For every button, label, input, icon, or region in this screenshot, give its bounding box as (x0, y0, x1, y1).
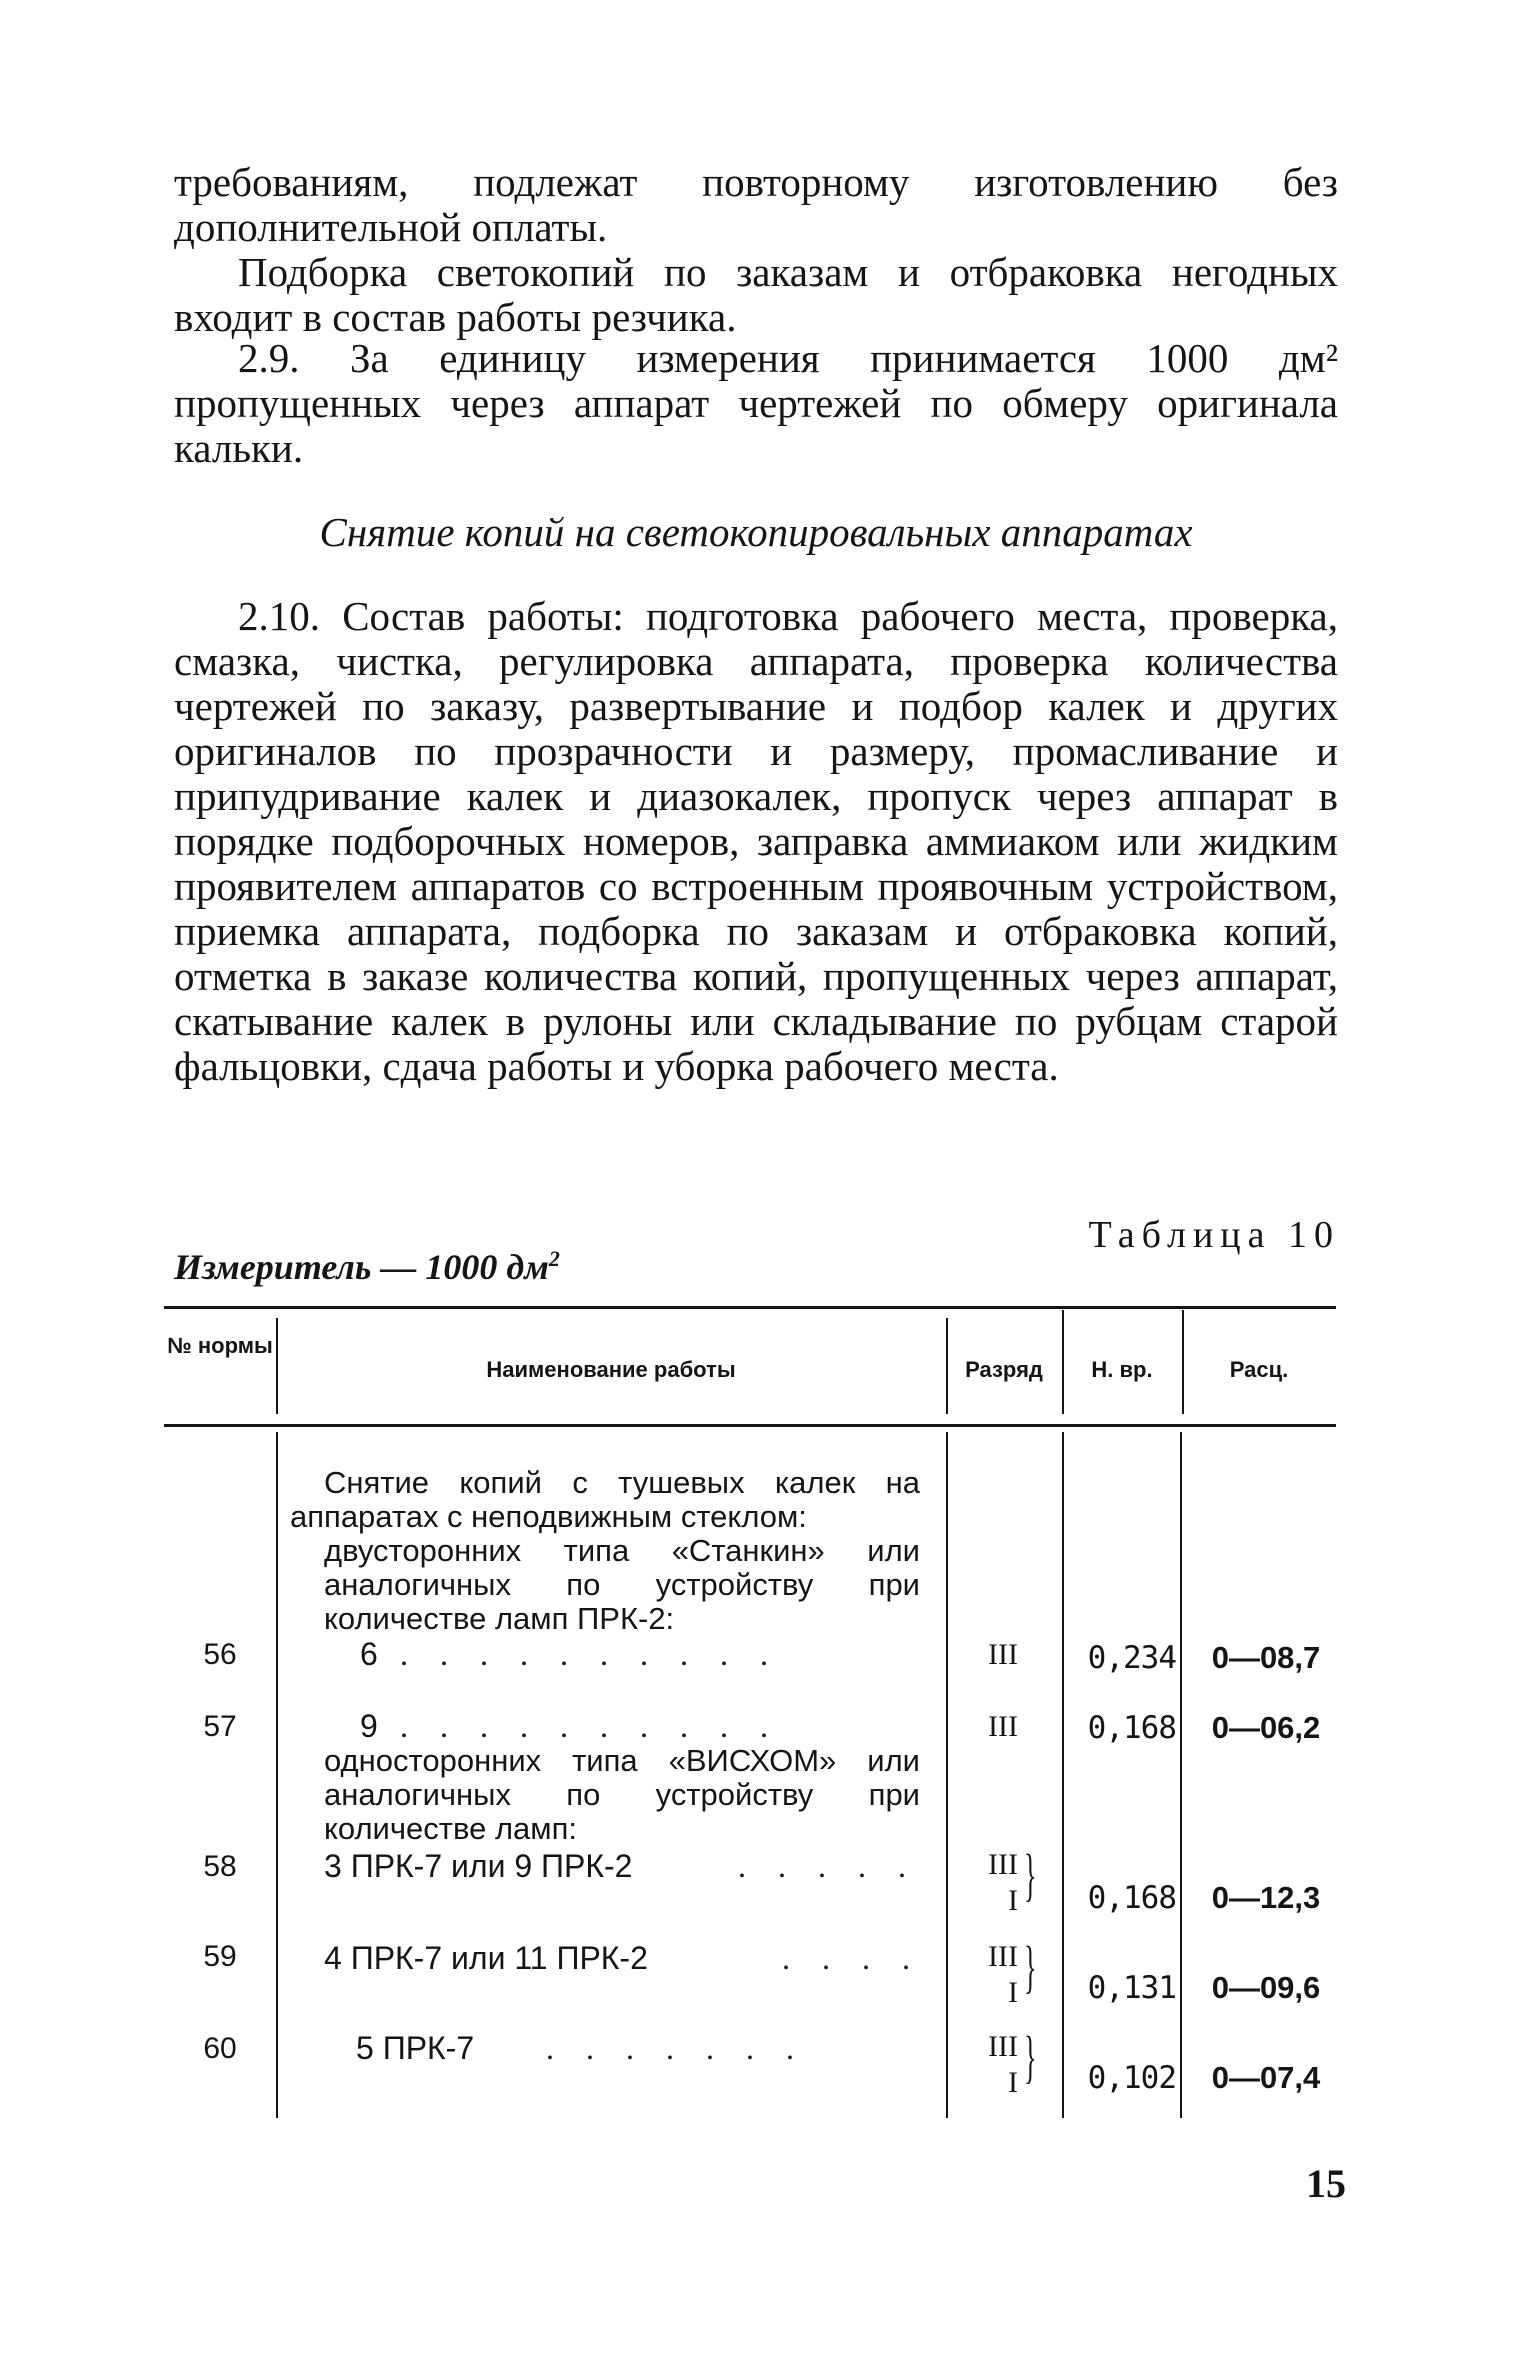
row-60-brace: } (1024, 2024, 1037, 2089)
header-number: № нормы (167, 1333, 273, 1358)
row-60-grade-2: I (1008, 2066, 1018, 2099)
row-56-grade: III (988, 1638, 1018, 1671)
row-60-grade: III (988, 2030, 1018, 2063)
row-60-norm: 0,102 (1087, 2060, 1176, 2096)
row-59-norm: 0,131 (1087, 1970, 1176, 2006)
row-58-grade-2: I (1008, 1884, 1018, 1917)
col-divider-2 (946, 1432, 948, 2118)
row-59-brace: } (1024, 1934, 1037, 1999)
measure-text: Измеритель — 1000 дм (174, 1247, 549, 1287)
table-label: Таблица 10 (1088, 1214, 1340, 1256)
row-58-rate: 0—12,3 (1211, 1880, 1321, 1915)
row-60-name: 5 ПРК-7 (356, 2030, 475, 2066)
paragraph-continuation: требованиям, подлежат повторному изготовлению без дополнительной оплаты. (174, 159, 1338, 250)
row-59-grade: III (988, 1940, 1018, 1973)
row-57-rate: 0—06,2 (1211, 1710, 1321, 1745)
row-56-rate: 0—08,7 (1211, 1640, 1321, 1675)
row-58-leader: . . . . . (738, 1848, 918, 1884)
measure-unit (174, 1246, 560, 1288)
row-57-grade: III (988, 1710, 1018, 1743)
row-58-grade: III (988, 1848, 1018, 1881)
row-60-number: 60 (203, 2032, 237, 2065)
row-57-number: 57 (203, 1710, 237, 1743)
paragraph-sorting: Подборка светокопий по заказам и отбраковка негодных входит в состав работы резчика. (174, 249, 1338, 340)
table-intro-2: двусторонних типа «Станкин» или аналогичных по устройству при количестве ламп ПРК-2: (324, 1533, 920, 1636)
header-name: Наименование работы (486, 1357, 736, 1382)
paragraph-2-9: 2.9. За единицу измерения принимается 1000 дм² пропущенных через аппарат чертежей по обмеру оригинала кальки. (174, 335, 1338, 471)
paragraph-2-10: 2.10. Состав работы: подготовка рабочего места, проверка, смазка, чистка, регулировка аппарата, проверка количества чертежей по заказу, развертывание и подбор калек и других оригиналов по прозрачности и размеру, промасливание и припудривание калек и диазокалек, пропуск через аппарат в порядке подборочных номеров, заправка аммиаком или жидким проявителем аппаратов со встроенным проявочным устройством, приемка аппарата, подборка по заказам и отбраковка копий, отметка в заказе количества копий, пропущенных через аппарат, скатывание калек в рулоны или складывание по рубцам старой фальцовки, сдача работы и уборка рабочего места. (174, 593, 1338, 1089)
measure-superscript: 2 (548, 1246, 560, 1271)
row-56-leader: . . . . . . . . . . (400, 1636, 780, 1672)
header-norm: Н. вр. (1091, 1357, 1153, 1382)
col-divider-4 (1180, 1432, 1182, 2118)
table-intro-3: односторонних типа «ВИСХОМ» или аналогичных по устройству при количестве ламп: (324, 1743, 920, 1846)
row-59-number: 59 (203, 1940, 237, 1973)
header-grade: Разряд (965, 1357, 1043, 1382)
row-58-norm: 0,168 (1087, 1880, 1176, 1916)
col-divider-1 (276, 1432, 278, 2118)
row-58-number: 58 (203, 1850, 237, 1883)
row-56-name: 6 (360, 1636, 378, 1672)
row-57-leader: . . . . . . . . . . (400, 1708, 780, 1744)
row-59-grade-2: I (1008, 1976, 1018, 2009)
table-header-rule (164, 1424, 1336, 1427)
row-57-norm: 0,168 (1087, 1710, 1176, 1746)
row-58-name: 3 ПРК-7 или 9 ПРК-2 (324, 1848, 633, 1884)
table-top-rule (164, 1306, 1336, 1309)
row-57-name: 9 (360, 1708, 378, 1744)
row-56-norm: 0,234 (1087, 1640, 1176, 1676)
header-rate: Расц. (1229, 1357, 1289, 1382)
row-58-brace: } (1024, 1842, 1037, 1907)
col-divider-3 (1062, 1432, 1064, 2118)
row-60-rate: 0—07,4 (1211, 2060, 1321, 2095)
row-59-leader: . . . . (782, 1940, 922, 1976)
row-60-leader: . . . . . . . (546, 2030, 806, 2066)
table-intro-1: Снятие копий с тушевых калек на аппаратах с неподвижным стеклом: (290, 1465, 920, 1534)
section-heading: Снятие копий на светокопировальных аппаратах (319, 509, 1193, 555)
row-59-rate: 0—09,6 (1211, 1970, 1321, 2005)
row-59-name: 4 ПРК-7 или 11 ПРК-2 (324, 1940, 648, 1976)
page-number: 15 (1306, 2161, 1346, 2206)
row-56-number: 56 (203, 1638, 237, 1671)
